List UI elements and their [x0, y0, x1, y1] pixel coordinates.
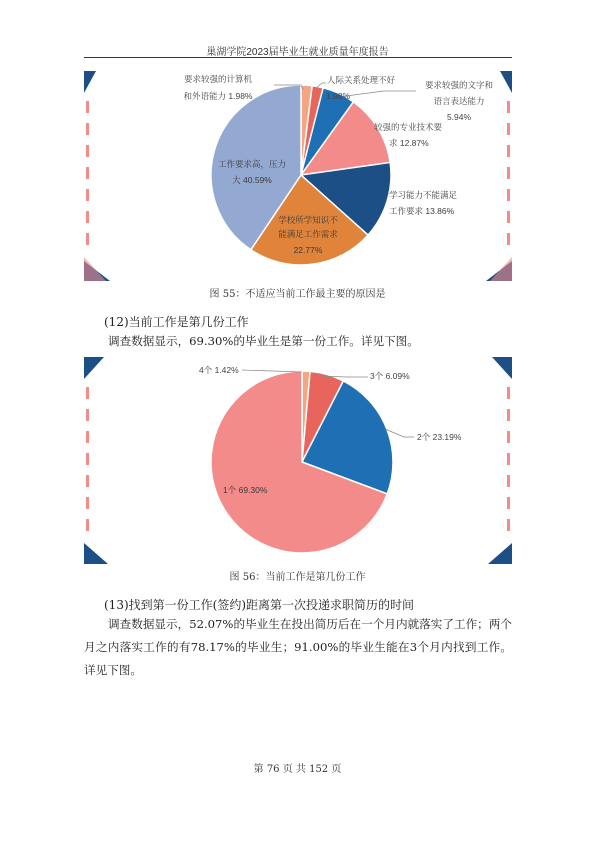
figure-55-svg	[84, 71, 512, 281]
figure-56-caption: 图 56：当前工作是第几份工作	[229, 572, 366, 583]
label-school-2: 能满足工作需求	[278, 229, 338, 239]
label-learning-1: 学习能力不能满足	[389, 190, 458, 200]
label-writing-1: 要求较强的文字和	[424, 80, 494, 90]
label-writing-2: 语言表达能力	[433, 96, 485, 106]
section-12-paragraph: 调查数据显示，69.30%的毕业生是第一份工作。详见下图。	[108, 334, 419, 348]
label-one: 1个 69.30%	[223, 485, 268, 495]
pie-56	[211, 371, 393, 553]
label-interpersonal-1: 人际关系处理不好	[327, 75, 396, 85]
label-learning-2: 工作要求 13.86%	[389, 206, 455, 216]
page-footer: 第 76 页 共 152 页	[253, 764, 342, 775]
label-pressure-2: 大 40.59%	[232, 175, 272, 185]
label-pressure-1: 工作要求高，压力	[217, 159, 287, 169]
page-header: 巢湖学院2023届毕业生就业质量年度报告	[206, 47, 389, 58]
label-two: 2个 23.19%	[417, 432, 462, 442]
label-four: 4个 1.42%	[199, 365, 239, 375]
label-three: 3个 6.09%	[370, 371, 410, 381]
label-writing-3: 5.94%	[446, 112, 472, 122]
label-interpersonal-2: 1.98%	[326, 91, 351, 101]
label-tech-2: 求 12.87%	[389, 138, 429, 148]
label-tech-1: 较强的专业技术要	[374, 122, 443, 132]
label-school-1: 学校所学知识不	[278, 215, 338, 225]
section-12-heading: (12)当前工作是第几份工作	[104, 315, 249, 329]
figure-56-svg	[84, 357, 512, 564]
label-computer-2: 和外语能力 1.98%	[183, 91, 253, 101]
section-13-paragraph: 调查数据显示，52.07%的毕业生在投出简历后在一个月内就落实了工作；两个月之内落实工作的有78.17%的毕业生；91.00%的毕业生能在3个月内找到工作。详见下图。	[84, 617, 512, 677]
figure-56-chart	[84, 357, 512, 564]
section-13-heading: (13)找到第一份工作(签约)距离第一次投递求职简历的时间	[104, 598, 414, 612]
header-rule	[84, 57, 512, 58]
figure-55-caption: 图 55：不适应当前工作最主要的原因是	[209, 289, 386, 300]
label-computer-1: 要求较强的计算机	[183, 74, 253, 84]
label-school-3: 22.77%	[293, 245, 323, 255]
figure-55-chart	[84, 71, 512, 281]
